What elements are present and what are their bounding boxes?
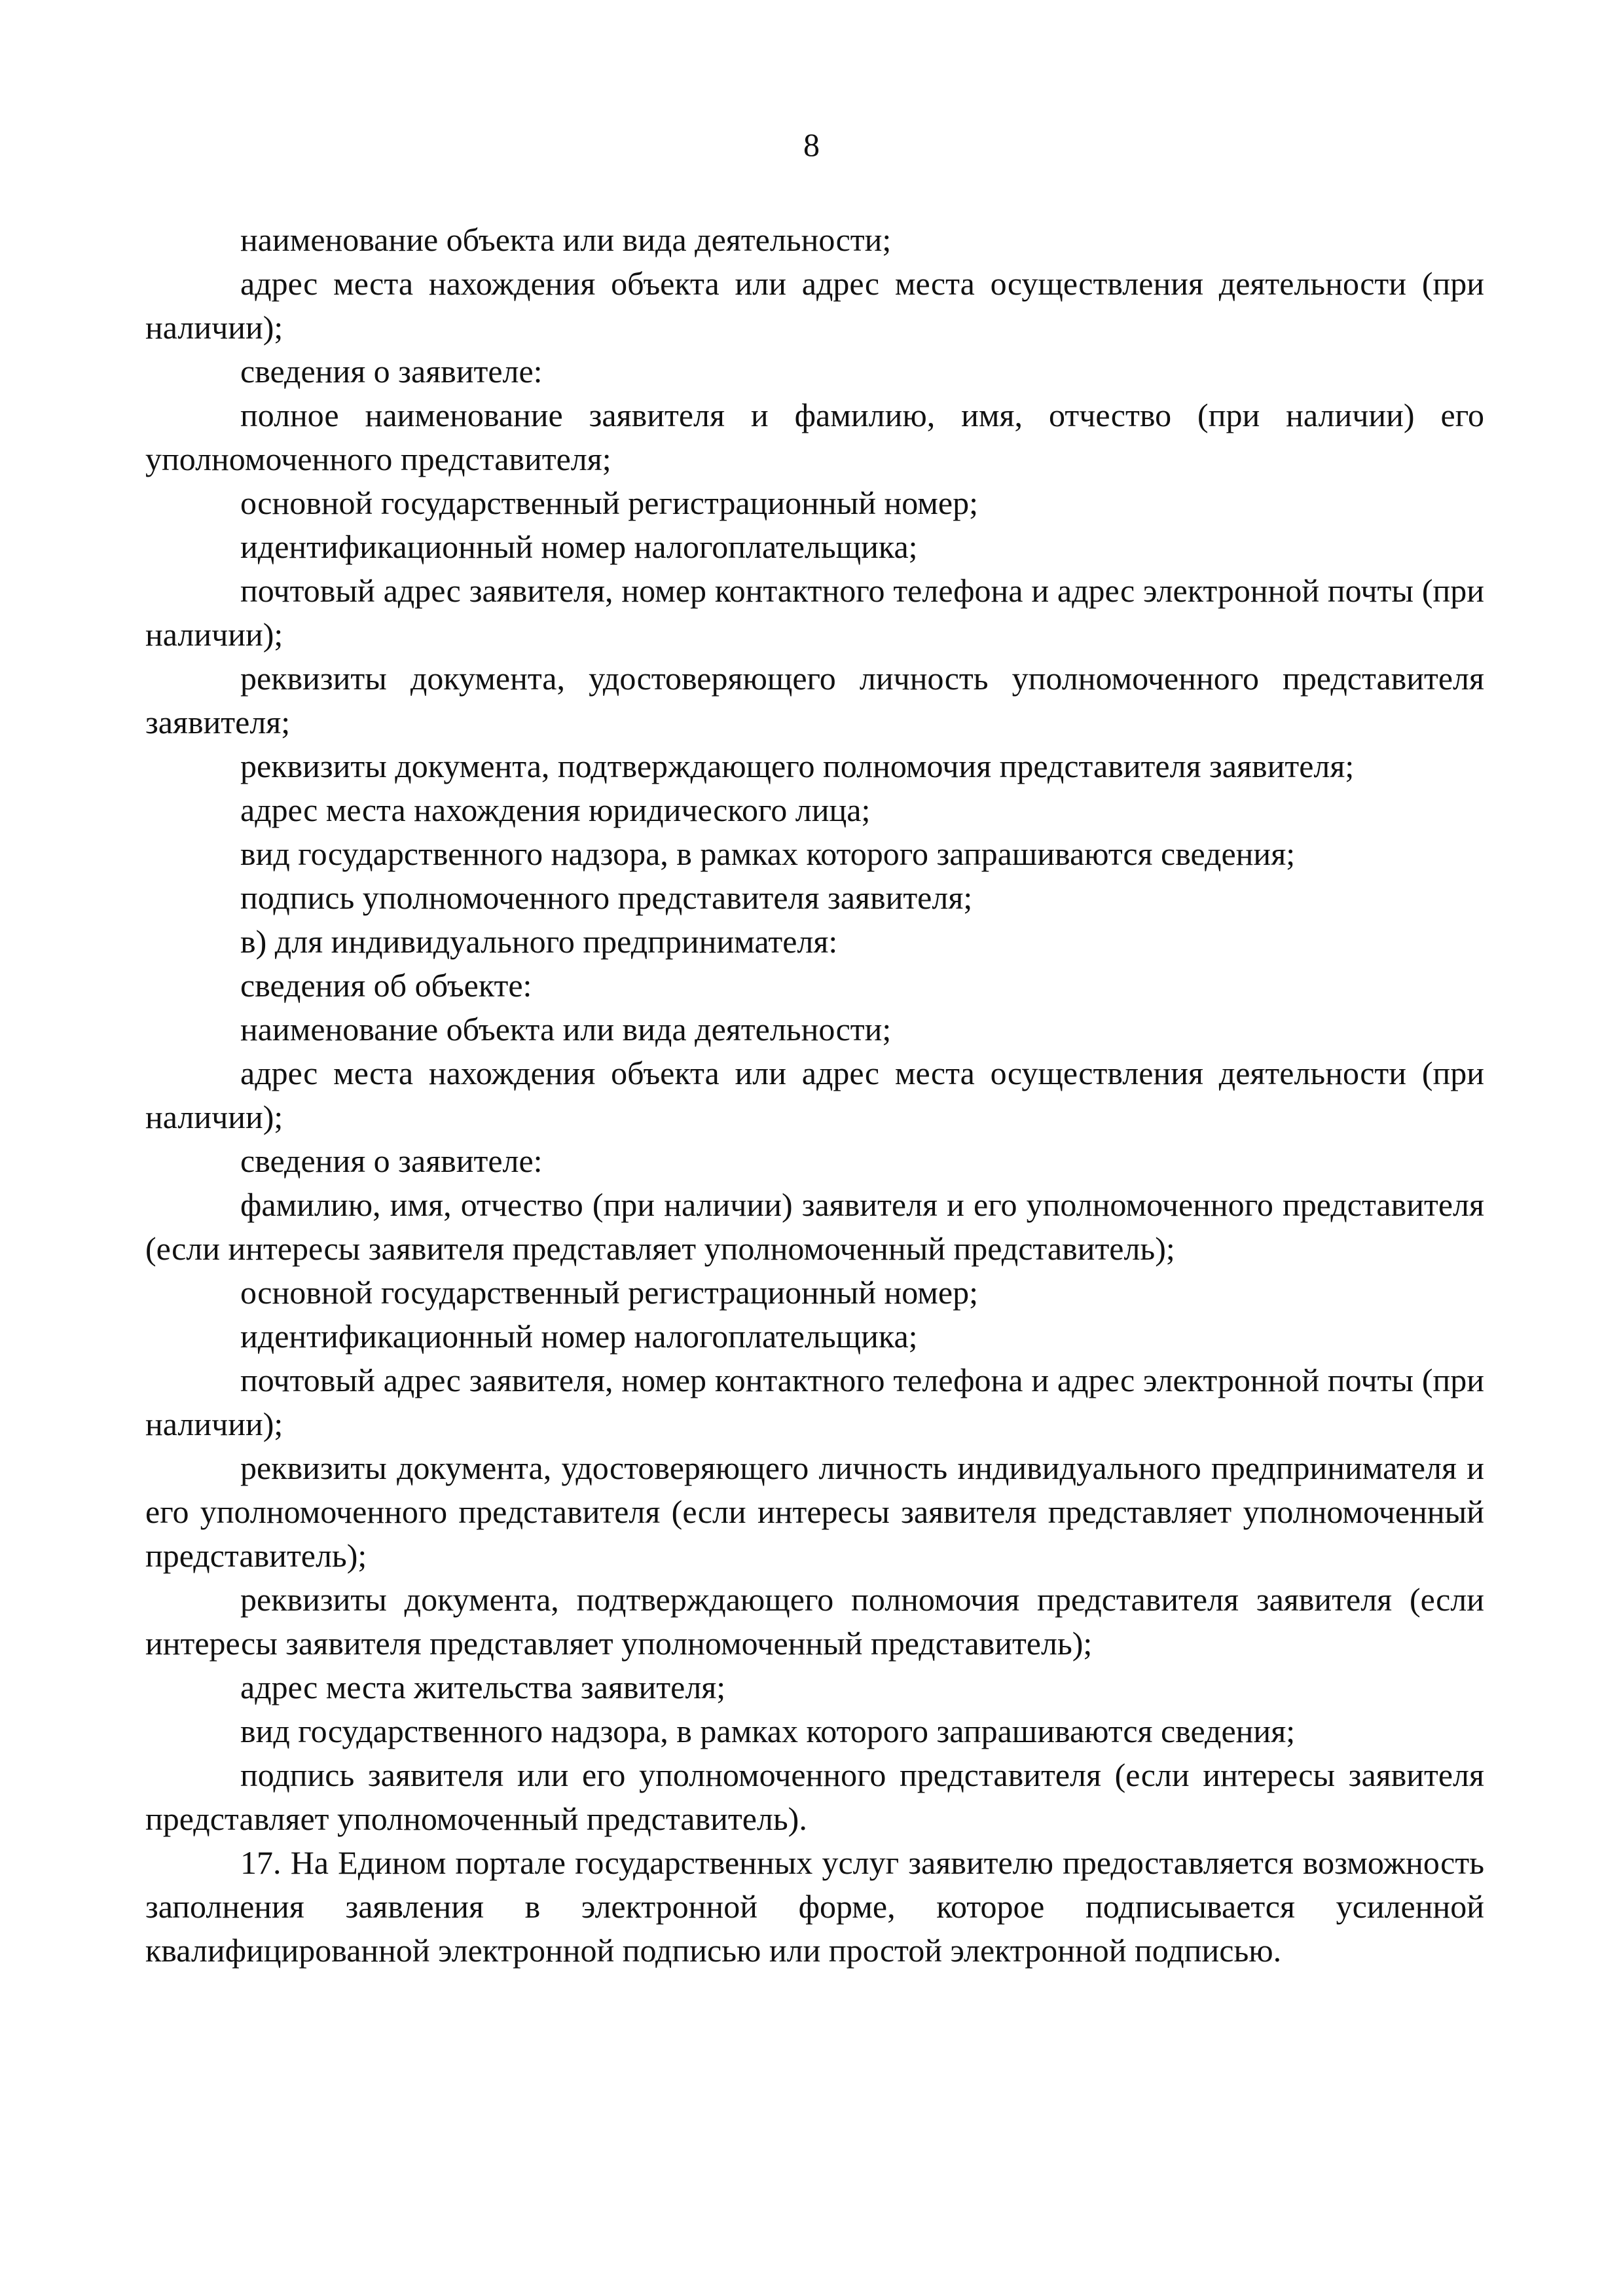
document-body bbox=[145, 218, 1484, 1973]
paragraph: реквизиты документа, удостоверяющего личность индивидуального предпринимателя и его уполномоченного представителя (если интересы заявителя представляет уполномоченный представитель); bbox=[145, 1449, 1484, 1574]
paragraph: подпись заявителя или его уполномоченного представителя (если интересы заявителя представляет уполномоченный представитель). bbox=[145, 1757, 1484, 1837]
paragraph: основной государственный регистрационный номер; bbox=[240, 484, 978, 521]
paragraph: адрес места нахождения объекта или адрес места осуществления деятельности (при наличии); bbox=[145, 1055, 1484, 1135]
paragraph: идентификационный номер налогоплательщика; bbox=[240, 528, 918, 565]
paragraph: в) для индивидуального предпринимателя: bbox=[240, 923, 838, 960]
paragraph: сведения о заявителе: bbox=[240, 1142, 543, 1179]
paragraph: реквизиты документа, удостоверяющего личность уполномоченного представителя заявителя; bbox=[145, 660, 1484, 740]
paragraph: идентификационный номер налогоплательщика; bbox=[240, 1318, 918, 1355]
paragraph: почтовый адрес заявителя, номер контактного телефона и адрес электронной почты (при наличии); bbox=[145, 572, 1484, 653]
paragraph: полное наименование заявителя и фамилию, имя, отчество (при наличии) его уполномоченного представителя; bbox=[145, 397, 1484, 477]
paragraph: сведения об объекте: bbox=[240, 967, 532, 1004]
paragraph: реквизиты документа, подтверждающего полномочия представителя заявителя; bbox=[240, 748, 1355, 784]
paragraph: сведения о заявителе: bbox=[240, 353, 543, 390]
paragraph: вид государственного надзора, в рамках которого запрашиваются сведения; bbox=[240, 835, 1296, 872]
paragraph: адрес места нахождения объекта или адрес места осуществления деятельности (при наличии); bbox=[145, 265, 1484, 346]
paragraph: адрес места жительства заявителя; bbox=[240, 1669, 726, 1705]
paragraph: вид государственного надзора, в рамках которого запрашиваются сведения; bbox=[240, 1713, 1296, 1749]
paragraph: реквизиты документа, подтверждающего полномочия представителя заявителя (если интересы заявителя представляет уполномоченный представитель); bbox=[145, 1581, 1484, 1662]
paragraph: почтовый адрес заявителя, номер контактного телефона и адрес электронной почты (при наличии); bbox=[145, 1362, 1484, 1442]
page-number: 8 bbox=[803, 126, 820, 163]
paragraph: наименование объекта или вида деятельности; bbox=[240, 221, 892, 258]
paragraph: подпись уполномоченного представителя заявителя; bbox=[240, 879, 973, 916]
paragraph: фамилию, имя, отчество (при наличии) заявителя и его уполномоченного представителя (если интересы заявителя представляет уполномоченный представитель); bbox=[145, 1186, 1484, 1267]
paragraph: адрес места нахождения юридического лица; bbox=[240, 792, 871, 828]
paragraph: 17. На Едином портале государственных услуг заявителю предоставляется возможность заполнения заявления в электронной форме, которое подписывается усиленной квалифицированной электронной подписью или простой электронной подписью. bbox=[145, 1844, 1484, 1969]
paragraph: основной государственный регистрационный номер; bbox=[240, 1274, 978, 1311]
paragraph: наименование объекта или вида деятельности; bbox=[240, 1011, 892, 1048]
